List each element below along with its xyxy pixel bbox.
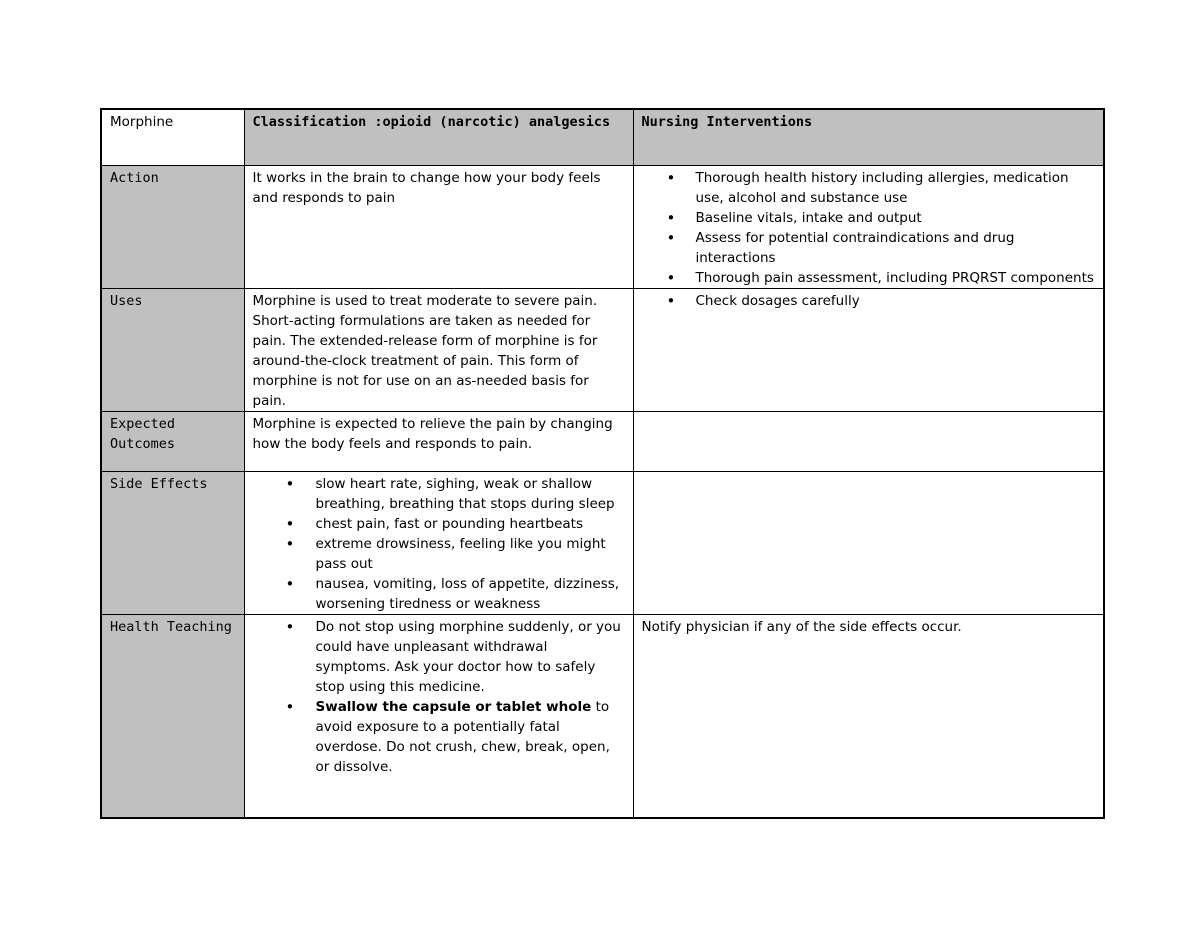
side-effects-row: [101, 472, 1104, 615]
uses-interventions: [633, 289, 1104, 412]
list-item: • Thorough health history including allergies, medication use, alcohol and substance use: [696, 168, 1096, 208]
list-item: • chest pain, fast or pounding heartbeats: [316, 514, 625, 534]
side-effects-list: [253, 474, 625, 614]
drug-card-table: [100, 108, 1105, 819]
expected-outcomes-text: Morphine is expected to relieve the pain by changing how the body feels and responds to pain.: [244, 412, 633, 472]
health-teaching-list: [253, 617, 625, 777]
health-teaching-row: [101, 615, 1104, 819]
expected-outcomes-interventions: [633, 412, 1104, 472]
health-teaching-cell: [244, 615, 633, 819]
drug-name: Morphine: [101, 109, 244, 166]
action-interventions-list: [642, 168, 1096, 288]
side-effects-cell: [244, 472, 633, 615]
list-item: • extreme drowsiness, feeling like you might pass out: [316, 534, 625, 574]
list-item: • Thorough pain assessment, including PRQRST components: [696, 268, 1096, 288]
list-item: • Do not stop using morphine suddenly, or you could have unpleasant withdrawal symptoms. Ask your doctor how to safely stop using this medicine.: [316, 617, 625, 697]
list-item: • Assess for potential contraindications and drug interactions: [696, 228, 1096, 268]
action-text: It works in the brain to change how your body feels and responds to pain: [244, 166, 633, 289]
uses-text: Morphine is used to treat moderate to severe pain. Short-acting formulations are taken as needed for pain. The extended-release form of morphine is for around-the-clock treatment of pain. This form of morphine is not for use on an as-needed basis for pain.: [244, 289, 633, 412]
uses-label: Uses: [101, 289, 244, 412]
list-item: • slow heart rate, sighing, weak or shallow breathing, breathing that stops during sleep: [316, 474, 625, 514]
uses-row: [101, 289, 1104, 412]
action-interventions: [633, 166, 1104, 289]
action-row: [101, 166, 1104, 289]
expected-outcomes-row: [101, 412, 1104, 472]
list-item: • Check dosages carefully: [696, 291, 1096, 311]
expected-outcomes-label: Expected Outcomes: [101, 412, 244, 472]
list-item: [316, 697, 625, 777]
header-row: [101, 109, 1104, 166]
list-item: • Baseline vitals, intake and output: [696, 208, 1096, 228]
uses-interventions-list: [642, 291, 1096, 311]
health-teaching-intervention: Notify physician if any of the side effects occur.: [633, 615, 1104, 819]
emphasis-text: Swallow the capsule or tablet whole: [315, 699, 592, 715]
health-teaching-label: Health Teaching: [101, 615, 244, 819]
side-effects-label: Side Effects: [101, 472, 244, 615]
nursing-interventions-header: Nursing Interventions: [633, 109, 1104, 166]
classification-header: Classification :opioid (narcotic) analgesics: [244, 109, 633, 166]
action-label: Action: [101, 166, 244, 289]
item-text: to avoid exposure to a potentially fatal overdose. Do not crush, chew, break, open, or dissolve.: [315, 699, 610, 775]
list-item: • nausea, vomiting, loss of appetite, dizziness, worsening tiredness or weakness: [316, 574, 625, 614]
side-effects-interventions: [633, 472, 1104, 615]
